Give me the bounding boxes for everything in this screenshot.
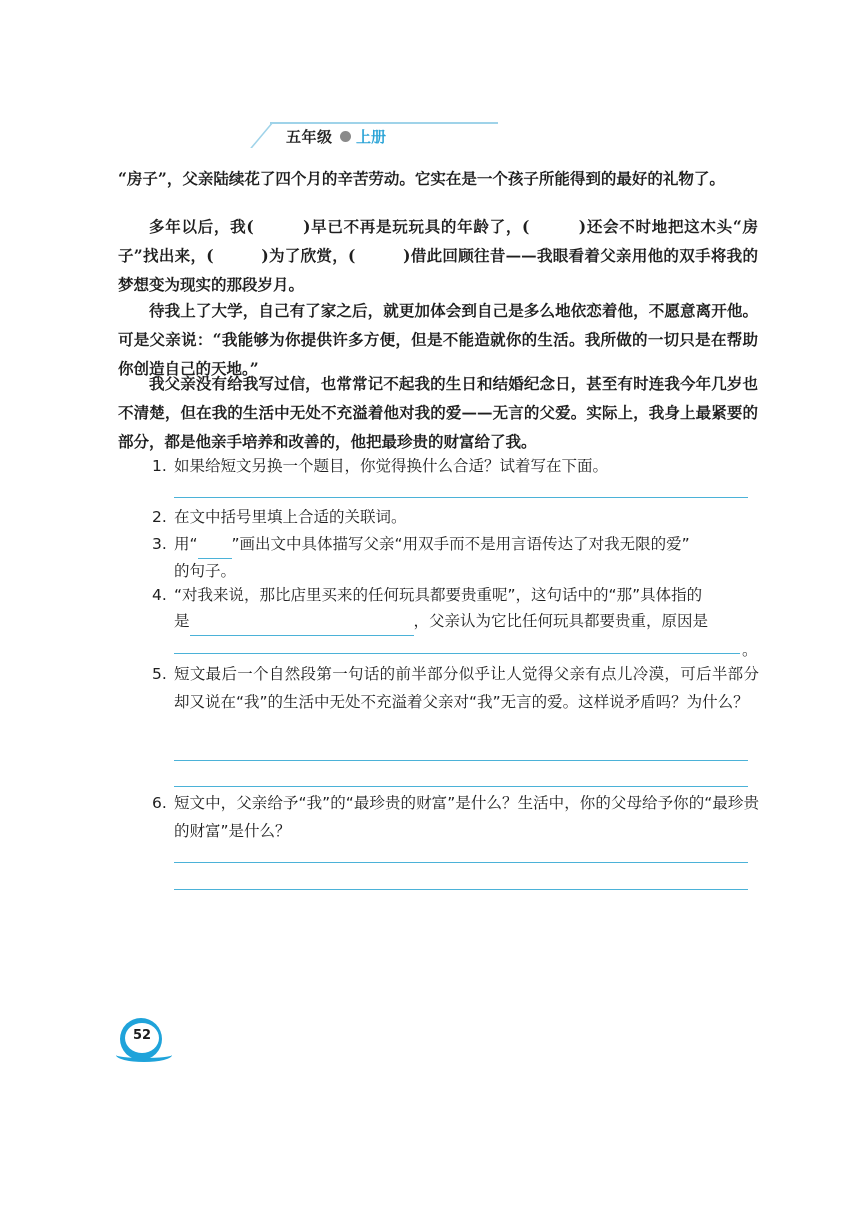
page-header [258, 120, 498, 160]
page-number: 52 [132, 1028, 152, 1043]
period-mark: 。 [742, 641, 758, 659]
question-text: 在文中括号里填上合适的关联词。 [174, 508, 407, 526]
question-text-pre: 是 [174, 612, 190, 630]
question-number: 5. [152, 665, 167, 683]
question-text: 如果给短文另换一个题目，你觉得换什么合适？试着写在下面。 [174, 457, 609, 475]
question-text-post: ”画出文中具体描写父亲“用双手而不是用言语传达了对我无限的爱” [231, 535, 690, 553]
header-rule [270, 122, 498, 124]
answer-line[interactable] [174, 786, 748, 787]
page-number-badge [116, 1018, 176, 1062]
question-number: 2. [152, 508, 167, 526]
separator-dot-icon [340, 131, 351, 142]
passage-paragraph-3: 待我上了大学，自己有了家之后，就更加体会到自己是多么地依恋着他，不愿意离开他。可是父亲说：“我能够为你提供许多方便，但是不能造就你的生活。我所做的一切只是在帮助你创造自己的天地。” [118, 301, 758, 378]
answer-line[interactable] [174, 760, 748, 761]
question-text: 短文中，父亲给予“我”的“最珍贵的财富”是什么？生活中，你的父母给予你的“最珍贵的财富”是什么？ [174, 794, 759, 840]
question-text: “对我来说，那比店里买来的任何玩具都要贵重呢”，这句话中的“那”具体指的 [174, 586, 703, 604]
passage-paragraph-2: 多年以后，我( )早已不再是玩玩具的年龄了，( )还会不时地把这木头“房子”找出来，( )为了欣赏，( )借此回顾往昔——我眼看着父亲用他的双手将我的梦想变为现实的那段岁月。 [118, 217, 758, 294]
answer-line[interactable] [174, 653, 740, 654]
answer-line[interactable] [174, 862, 748, 863]
question-number: 4. [152, 586, 167, 604]
swoosh-icon [116, 1048, 172, 1062]
question-text [174, 530, 759, 559]
question-text-pre: 用“ [174, 535, 198, 553]
passage-paragraph-4: 我父亲没有给我写过信，也常常记不起我的生日和结婚纪念日，甚至有时连我今年几岁也不清楚，但在我的生活中无处不充溢着他对我的爱——无言的父爱。实际上，我身上最紧要的部分，都是他亲手培养和改善的，他把最珍贵的财富给了我。 [118, 374, 758, 451]
question-text: 的句子。 [174, 562, 237, 580]
grade-label: 五年级 [286, 128, 333, 146]
question-text: 短文最后一个自然段第一句话的前半部分似乎让人觉得父亲有点儿冷漠，可后半部分却又说在“我”的生活中无处不充溢着父亲对“我”无言的爱。这样说矛盾吗？为什么？ [174, 665, 759, 711]
underline-sample [198, 530, 232, 559]
volume-label: 上册 [356, 128, 387, 146]
passage-paragraph-1: “房子”，父亲陆续花了四个月的辛苦劳动。它实在是一个孩子所能得到的最好的礼物了。 [118, 169, 725, 188]
question-number: 3. [152, 535, 167, 553]
question-number: 1. [152, 457, 167, 475]
header-slash [250, 122, 274, 148]
question-number: 6. [152, 794, 167, 812]
answer-blank[interactable] [190, 607, 414, 636]
answer-line[interactable] [174, 497, 748, 498]
question-text-post: ，父亲认为它比任何玩具都要贵重，原因是 [413, 612, 709, 630]
answer-line[interactable] [174, 889, 748, 890]
